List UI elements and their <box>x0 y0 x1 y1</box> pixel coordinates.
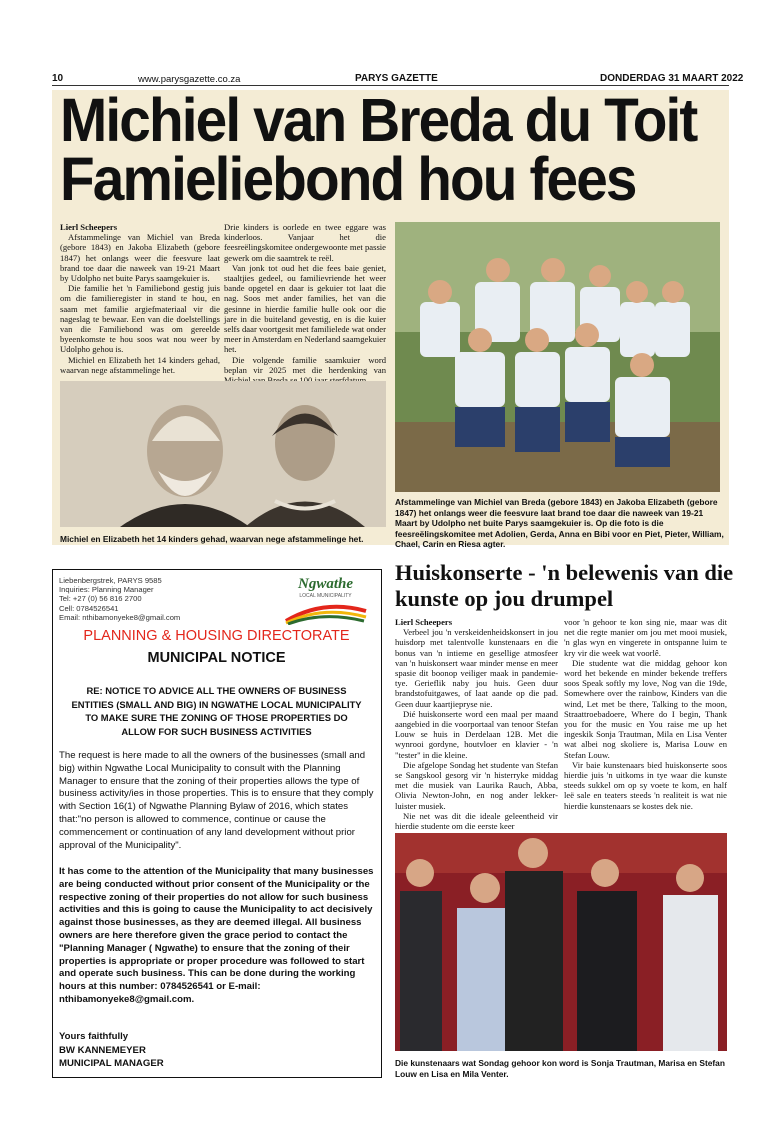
performers-illustration <box>395 833 727 1051</box>
municipal-notice-ad <box>52 569 382 1078</box>
lead-headline <box>60 86 697 213</box>
notice-paragraph-2: It has come to the attention of the Municipality that many businesses are being conducted without prior consent of the Municipality or the respective zoning of their properties do not allow for such business activities and this is going to cause the Municipality to act decisively against those businesses, as they are deemed illegal. All business owners are here therefore given the grace period to contact the "Planning Manager ( Ngwathe) to ensure that the zoning of their properties is appropriate or proper procedure was followed to start and operate such business. This can be done during the working hours at this number: 0784526541 or E-mail: nthibamonyeke8@gmail.com. <box>59 866 374 1005</box>
logo-swoosh-icon <box>278 599 373 625</box>
notice-subject: RE: NOTICE TO ADVICE ALL THE OWNERS OF BUSINESS ENTITIES (SMALL AND BIG) IN NGWATHE LOCAL MUNICIPALITY TO MAKE SURE THE ZONING OF THOSE PROPERTIES DO ALLOW FOR SUCH BUSINESS ACTIVITIES <box>71 685 362 737</box>
ngwathe-logo <box>278 576 373 624</box>
portrait-caption: Michiel en Elizabeth het 14 kinders gehad, waarvan nege afstammelinge het. <box>60 534 364 544</box>
concert-photo <box>395 833 727 1051</box>
paragraph: Verbeel jou 'n verskeidenheidskonsert in jou huisdorp met talentvolle kunstenaars en die bonus van 'n intieme en gesellige atmosfeer van 'n huiskonsert waar minder mense en meer spasie dit boonop veiliger maak in pandemie-tye. Gerieflik naby jou huis. Geen duur brandstofuitgawes, of laat aande op die pad. Geen duur kaartjiepryse nie. <box>395 627 558 709</box>
family-group-illustration <box>395 222 720 492</box>
address-line: Cell: 0784526541 <box>59 603 119 613</box>
notice-paragraph-1: The request is here made to all the owners of the businesses (small and big) within Ngwathe Local Municipality to consult with the Planning Manager to ensure that the zoning of their properties allows the type of business activity/ies in those properties. This is to ensure that they comply with Section 16(1) of Ngwathe Planning Bylaw of 2016, which states that:"no person is allowed to commence, continue or cause the commencement or continuation of any land development without prior approval of the Municipality". <box>59 750 374 851</box>
sign-off: Yours faithfully <box>59 1031 129 1042</box>
signatory-title: MUNICIPAL MANAGER <box>59 1058 164 1069</box>
concert-column-1 <box>395 617 558 831</box>
signatory-name: BW KANNEMEYER <box>59 1044 146 1056</box>
paragraph: voor 'n gehoor te kon sing nie, maar was dit net die regte manier om jou met mooi musiek, 'n glas wyn en vingerete in ontspanne luim te kry vir die week wat voorlê. <box>564 617 727 658</box>
headline-line-2: Famieliebond hou fees <box>60 145 636 213</box>
directorate-title: PLANNING & HOUSING DIRECTORATE <box>83 628 350 644</box>
site-url[interactable]: www.parysgazette.co.za <box>138 74 241 85</box>
headline-line-1: Michiel van Breda du Toit <box>60 86 697 154</box>
address-line: Inquiries: Planning Manager <box>59 585 154 595</box>
notice-signature <box>59 1030 164 1071</box>
logo-subtext: LOCAL MUNICIPALITY <box>299 593 352 599</box>
paragraph: Nie net was dit die ideale geleentheid vir hierdie studente om die eerste keer <box>395 810 558 832</box>
logo-text: Ngwathe <box>297 576 353 592</box>
address-line: Tel: +27 (0) 56 816 2700 <box>59 594 142 604</box>
paragraph: Vir baie kunstenaars bied huiskonserte soos hierdie juis 'n uitkoms in tye waar die kunste steeds sukkel om op sy voete te kom, en half leë sale en teaters steeds 'n realiteit is wat nie hierdie kunstenaars se kostes dek nie. <box>564 759 727 811</box>
email-link[interactable]: Email: nthibamonyeke8@gmail.com <box>59 612 181 622</box>
portrait-illustration <box>60 381 386 527</box>
paragraph: Michiel en Elizabeth het 14 kinders gehad, waarvan nege afstammelinge het. <box>60 354 220 375</box>
byline: Lierl Scheepers <box>395 617 453 627</box>
paragraph: Die afgelope Sondag het studente van Stefan se Sangskool gesorg vir 'n histerryke middag met die musiek van Laurika Rauch, Abba, Olivia Newton-John, en nog ander lekker-luister musiek. <box>395 759 558 811</box>
concert-caption: Die kunstenaars wat Sondag gehoor kon word is Sonja Trautman, Marisa en Stefan Louw en Lisa en Mila Venter. <box>395 1058 725 1079</box>
notice-address <box>59 576 180 622</box>
paragraph: Die familie het 'n Familiebond gestig juis om die familieregister in stand te hou, en saam met familie argiefmateriaal vir die nageslag te bewaar. Een van die doelstellings van die Familiebond was om gereelde byeenkomste te hou soos wat nou weer by Udolpho gehou is. <box>60 283 220 355</box>
portrait-photo <box>60 381 386 527</box>
paragraph: Die volgende familie saamkuier word beplan vir 2025 met die herdenking van <box>224 354 386 375</box>
concert-headline: Huiskonserte - 'n belewenis van die kunste op jou drumpel <box>395 560 734 611</box>
family-caption: Afstammelinge van Michiel van Breda (gebore 1843) en Jakoba Elizabeth (gebore 1847) het onlangs weer die feesvure laat brand toe daar die naweek van 19-21 Maart by Udolpho net buite Parys saamgekuier is. Op die foto is die feesreëlingskomitee met Adolien, Gerda, Anna en Bibi voor en Piet, Pieter, William, Chael, Carin en Riesa agter. <box>395 497 724 549</box>
address-line: Liebenbergstrek, PARYS 9585 <box>59 576 162 585</box>
page-number: 10 <box>52 73 64 84</box>
paper-name: PARYS GAZETTE <box>355 73 438 84</box>
paragraph: Van jonk tot oud het die fees baie geniet, staaltjies gedeel, ou familievriende het weer bande opgetel en daar is gekuier tot laat die nag. Soos met ander families, het van die gesinne in hierdie familie hulle ook oor die jare in die buiteland gevestig, en is die kuier selfs daar voortgesit met familielede wat onder meer in Amsterdam en Nederland saamgekuier het. <box>224 262 386 355</box>
notice-title: MUNICIPAL NOTICE <box>147 650 286 666</box>
paragraph: Die studente wat die middag gehoor kon word het bekende en minder bekende treffers soos Speak softly my love, Nog van die 19de, Somewhere over the rainbow, Kinders van die wind, Let met be there, Talking to the moon, Straattroebadoere, Where do I begin, Thank you for the music en You raise me up het ingeskik Sonja Trautman, Mila en Lisa Venter wat albei nog skoliere is, Marisa Louw en Stefan Louw. <box>564 657 727 760</box>
concert-column-2 <box>564 617 727 811</box>
paragraph: Dié huiskonserte word een maal per maand aangebied in die voorportaal van tenoor Stefan Louw se huis in Derdelaan 12B. Met die wynrooi gordyne, houtvloer en klavier - 'n "tester" in die kleine. <box>395 708 558 760</box>
lead-column-2 <box>224 222 386 385</box>
issue-date: DONDERDAG 31 MAART 2022 <box>600 73 744 84</box>
family-photo <box>395 222 720 492</box>
paragraph: Drie kinders is oorlede en twee eggare was kinderloos. Vanjaar het die feesreëlingskomitee ondergewoonte met passie gewerk om die saamtrek te reël. <box>224 222 386 263</box>
paragraph: Afstammelinge van Michiel van Breda (gebore 1843) en Jakoba Elizabeth (gebore 1847) het onlangs weer die feesvure laat brand toe daar die naweek van 19-21 Maart by Udolpho net buite Parys saamgekuier is. <box>60 232 220 284</box>
byline: Lierl Scheepers <box>60 222 118 232</box>
lead-column-1 <box>60 222 220 375</box>
